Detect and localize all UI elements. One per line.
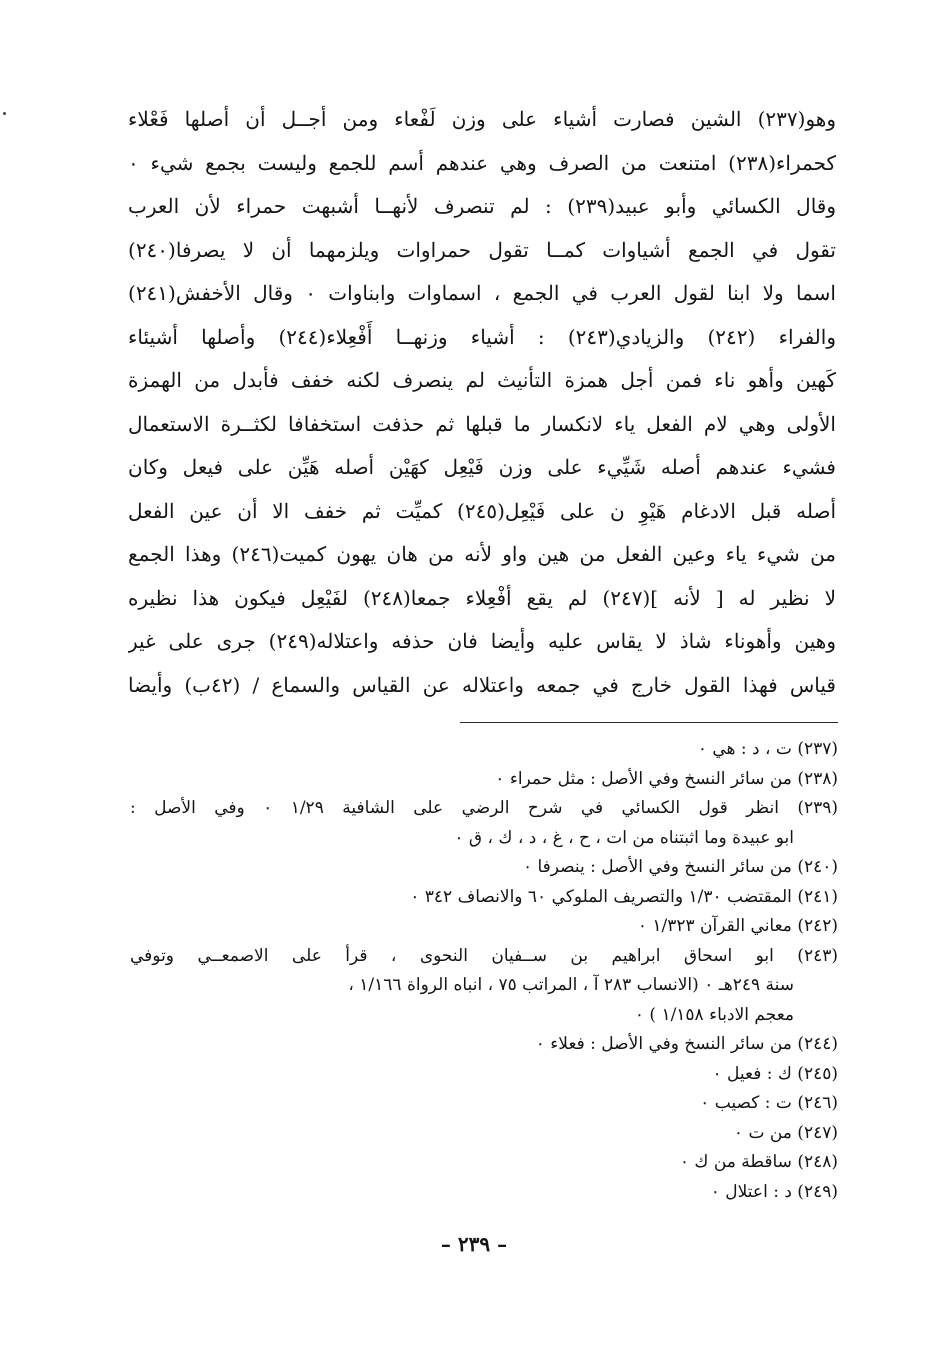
body-line: أصله قبل الادغام هَيْوِ ن على فَيْعِل(٢٤٥) كميِّت ثم خفف الا أن عين الفعل [128, 498, 836, 523]
footnote-line: (٢٣٧) ت ، د : هي ٠ [697, 739, 838, 759]
body-line: كحمراء(٢٣٨) امتنعت من الصرف وهي عندهم أسم للجمع وليست بجمع شيء ٠ [128, 150, 836, 175]
body-line: وهين وأهوناء شاذ لا يقاس عليه وأيضا فان حذفه واعتلاله(٢٤٩) جرى على غير [128, 629, 836, 653]
body-line: قياس فهذا القول خارج في جمعه واعتلاله عن القياس والسماع / (٤٢ب) وأيضا [128, 672, 836, 697]
footnote-line: (٢٤٢) معاني القرآن ١/٣٢٣ ٠ [637, 916, 838, 936]
footnote-line: (٢٤٧) من ت ٠ [733, 1122, 838, 1143]
body-line: وهو(٢٣٧) الشين فصارت أشياء على وزن لَفْعاء ومن أجــل أن أصلها فَعْلاء [128, 107, 836, 131]
body-line: الأولى وهي لام الفعل ياء لانكسار ما قبلها ثم حذفت استخفافا لكثــرة الاستعمال [128, 411, 836, 436]
body-line: وقال الكسائي وأبو عبيد(٢٣٩) : لم تنصرف لأنهــا أشبهت حمراء لأن العرب [128, 194, 836, 218]
body-line: من شيء ياء وعين الفعل من هين واو لأنه من هان يهون كميت(٢٤٦) وهذا الجمع [128, 542, 836, 566]
body-line: والفراء (٢٤٢) والزيادي(٢٤٣) : أشياء وزنهــا أَفْعِلاء(٢٤٤) وأصلها أشيئاء [128, 324, 836, 349]
footnote-continuation-line: سنة ٢٤٩هـ ٠ (الانساب ٢٨٣ آ ، المراتب ٧٥ ، انباه الرواة ١/١٦٦ ، [348, 975, 794, 995]
footnote-line: (٢٤١) المقتضب ١/٣٠ والتصريف الملوكي ٦٠ والانصاف ٣٤٢ ٠ [410, 886, 838, 907]
footnote-line: (٢٣٩) انظر قول الكسائي في شرح الرضي على الشافية ١/٢٩ ٠ وفي الأصل : [130, 798, 838, 818]
body-line: اسما ولا ابنا لقول العرب في الجمع ، اسماوات وابناوات ٠ وقال الأخفش(٢٤١) [128, 281, 836, 305]
footnote-continuation-line: معجم الادباء ١/١٥٨ ) ٠ [634, 1004, 794, 1025]
main-body-text [128, 98, 836, 707]
footnote-line: (٢٤٩) د : اعتلال ٠ [710, 1181, 838, 1202]
footnote-line: (٢٤٣) ابو اسحاق ابراهيم بن ســفيان النحوى ، قرأ على الاصمعــي وتوفي [130, 945, 838, 966]
body-line: كَهين وأهو ناء فمن أجل همزة التأنيث لم ينصرف لكنه خفف فأبدل من الهمزة [128, 368, 836, 392]
footnote-line: (٢٤٠) من سائر النسخ وفي الأصل : ينصرفا ٠ [522, 857, 838, 877]
scan-speck [3, 112, 6, 115]
body-line: لا نظير له [ لأنه ](٢٤٧) لم يقع أفْعِلاء جمعا(٢٤٨) لفَيْعِل فيكون هذا نظيره [128, 585, 836, 610]
footnote-line: (٢٣٨) من سائر النسخ وفي الأصل : مثل حمراء ٠ [495, 768, 838, 789]
footnote-line: (٢٤٨) ساقطة من ك ٠ [679, 1152, 838, 1172]
footnote-separator-rule [460, 722, 838, 723]
footnote-line: (٢٤٦) ت : كصيب ٠ [700, 1093, 838, 1113]
footnote-line: (٢٤٤) من سائر النسخ وفي الأصل : فعلاء ٠ [535, 1034, 838, 1054]
footnote-continuation-line: ابو عبيدة وما اثبتناه من ات ، ح ، غ ، د ، ك ، ق ٠ [454, 827, 794, 848]
body-line: تقول في الجمع أشياوات كمــا تقول حمراوات ويلزمهما أن لا يصرفا(٢٤٠) [128, 237, 836, 262]
footnotes-section [130, 735, 838, 1207]
body-line: فشيء عندهم أصله شَيِّيء على وزن فَيْعِل كهَيْن أصله هَيِّن على فيعل وكان [128, 455, 836, 479]
footnote-line: (٢٤٥) ك : فعيل ٠ [712, 1063, 838, 1084]
page-number: – ٢٣٩ – [440, 1232, 508, 1256]
